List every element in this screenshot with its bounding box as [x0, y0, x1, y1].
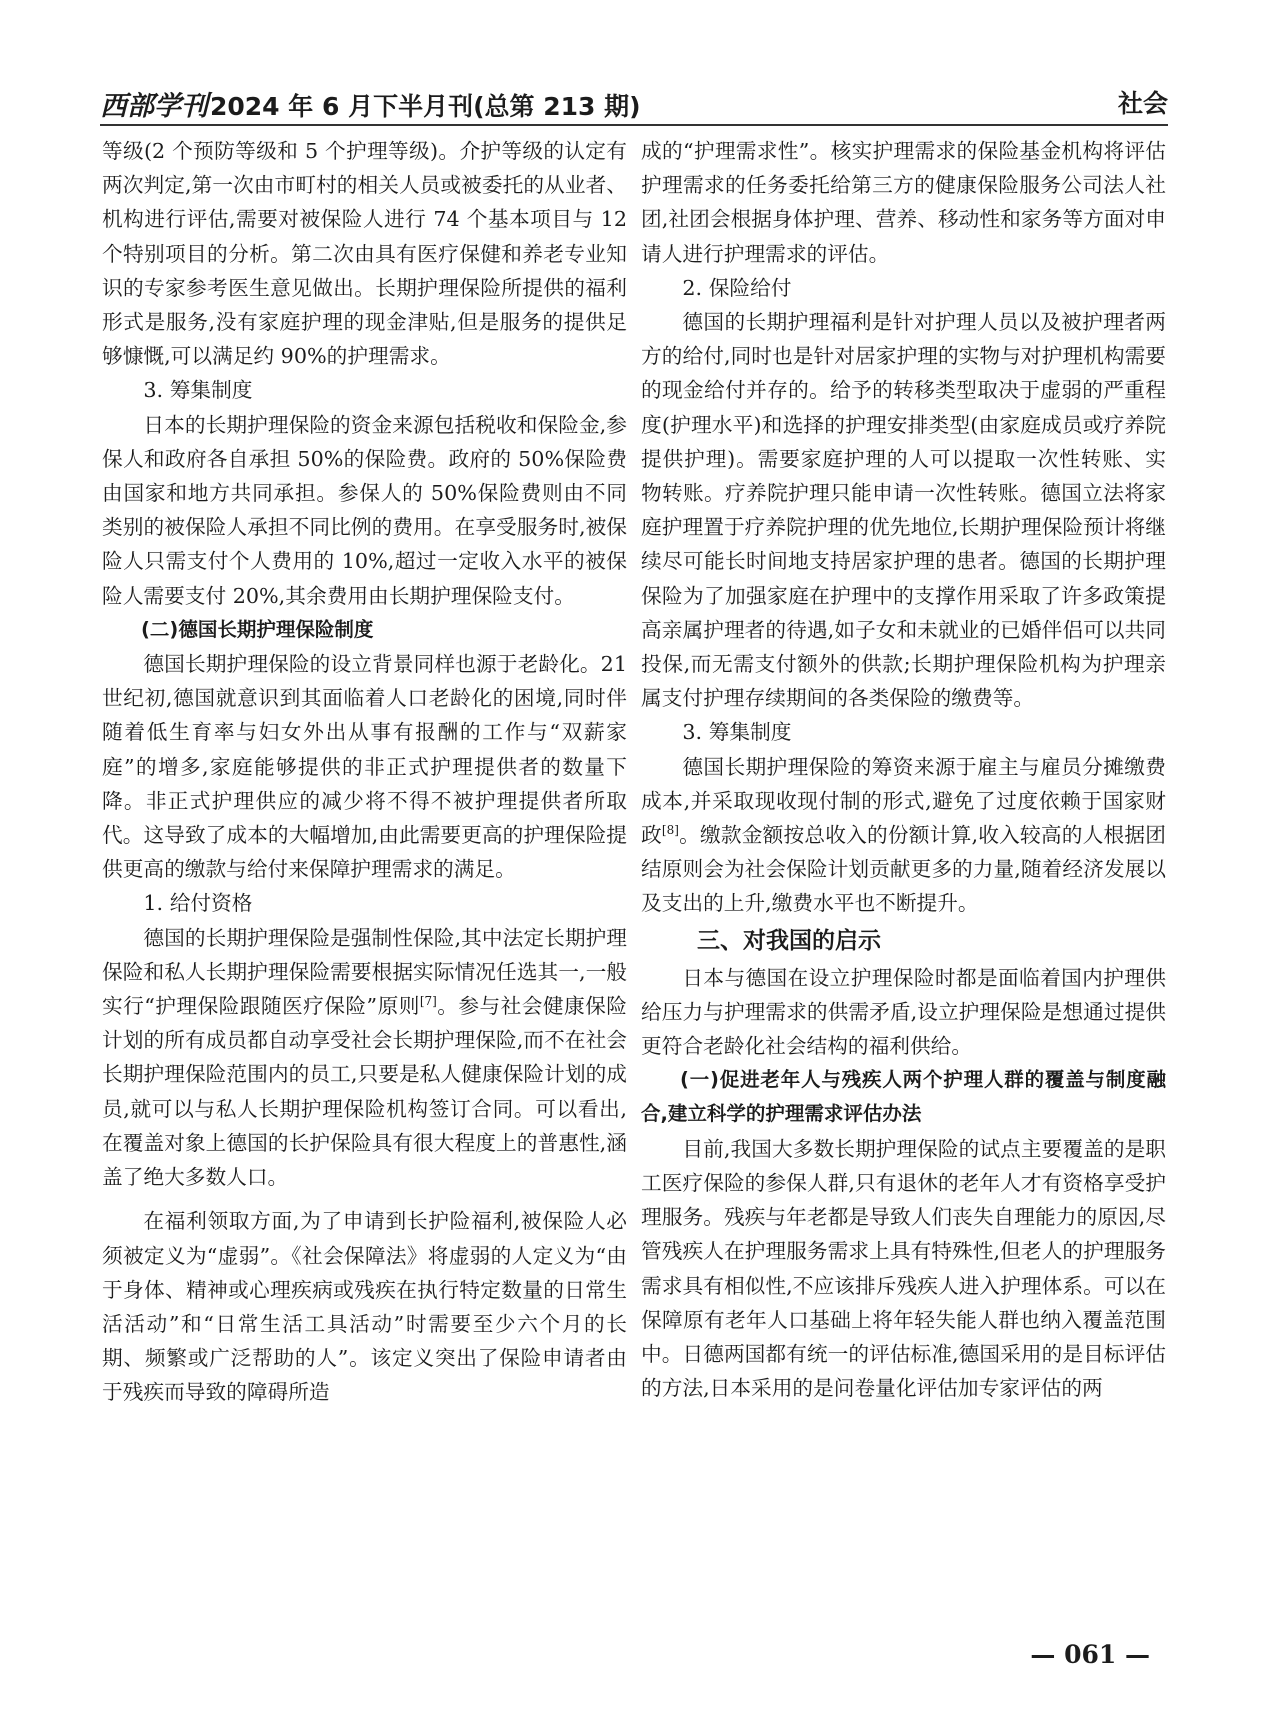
- citation: [7]: [419, 994, 437, 1009]
- section-title: 三、对我国的启示: [697, 927, 881, 954]
- right-column: [641, 134, 1166, 1405]
- paragraph-text: 。缴款金额按总收入的份额计算,收入较高的人根据团结原则会为社会保险计划贡献更多的力量,随着经济发展以及支出的上升,缴费水平也不断提升。: [641, 823, 1166, 916]
- paragraph: 在福利领取方面,为了申请到长护险福利,被保险人必须被定义为“虚弱”。《社会保障法》将虚弱的人定义为“由于身体、精神或心理疾病或残疾在执行特定数量的日常生活活动”和“日常生活工具活动”时需要至少六个月的长期、频繁或广泛帮助的人”。该定义突出了保险申请者由于残疾而导致的障碍所造: [102, 1209, 627, 1405]
- journal-issue: [100, 84, 641, 123]
- subheading: 3. 筹集制度: [682, 720, 792, 745]
- paragraph-text: 德国长期护理保险的筹资来源于雇主与雇员分摊缴费成本,并采取现收现付制的形式,避免了过度依赖于国家财政: [641, 754, 1166, 848]
- header-rule: [100, 124, 1168, 126]
- section-label: 社会: [1117, 89, 1168, 118]
- paragraph-text: 德国的长期护理保险是强制性保险,其中法定长期护理保险和私人长期护理保险需要根据实际情况任选其一,一般实行“护理保险跟随医疗保险”原则: [102, 925, 627, 1019]
- paragraph: [102, 921, 627, 1195]
- subheading: 2. 保险给付: [682, 275, 792, 300]
- citation: [8]: [661, 823, 679, 838]
- paragraph: 日本的长期护理保险的资金来源包括税收和保险金,参保人和政府各自承担 50%的保险费。政府的 50%保险费由国家和地方共同承担。参保人的 50%保险费则由不同类别的被保险人承担不同比例的费用。在享受服务时,被保险人只需支付个人费用的 10%,超过一定收入水平的被保险人需要支付 20%,其余费用由长期护理保险支付。: [102, 412, 627, 608]
- paragraph: 德国长期护理保险的设立背景同样也源于老龄化。21 世纪初,德国就意识到其面临着人口老龄化的困境,同时伴随着低生育率与妇女外出从事有报酬的工作与“双薪家庭”的增多,家庭能够提供的非正式护理提供者的数量下降。非正式护理供应的减少将不得不被护理提供者所取代。这导致了成本的大幅增加,由此需要更高的护理保险提供更高的缴款与给付来保障护理需求的满足。: [102, 652, 627, 882]
- paragraph-text: 。参与社会健康保险计划的所有成员都自动享受社会长期护理保险,而不在社会长期护理保险范围内的员工,只要是私人健康保险计划的成员,就可以与私人长期护理保险机构签订合同。可以看出,在覆盖对象上德国的长护保险具有很大程度上的普惠性,涵盖了绝大多数人口。: [102, 994, 627, 1190]
- subheading: 1. 给付资格: [143, 891, 253, 916]
- journal-logo: 西部学刊: [100, 91, 208, 122]
- page-number: — 061 —: [1030, 1640, 1150, 1669]
- paragraph: 日本与德国在设立护理保险时都是面临着国内护理供给压力与护理需求的供需矛盾,设立护理保险是想通过提供更符合老龄化社会结构的福利供给。: [641, 965, 1166, 1059]
- paragraph: 德国的长期护理福利是针对护理人员以及被护理者两方的给付,同时也是针对居家护理的实物与对护理机构需要的现金给付并存的。给予的转移类型取决于虚弱的严重程度(护理水平)和选择的护理安排类型(由家庭成员或疗养院提供护理)。需要家庭护理的人可以提取一次性转账、实物转账。疗养院护理只能申请一次性转账。德国立法将家庭护理置于疗养院护理的优先地位,长期护理保险预计将继续尽可能长时间地支持居家护理的患者。德国的长期护理保险为了加强家庭在护理中的支撑作用采取了许多政策提高亲属护理者的待遇,如子女和未就业的已婚伴侣可以共同投保,而无需支付额外的供款;长期护理保险机构为护理亲属支付护理存续期间的各类保险的缴费等。: [641, 310, 1166, 711]
- paragraph: 等级(2 个预防等级和 5 个护理等级)。介护等级的认定有两次判定,第一次由市町村的相关人员或被委托的从业者、机构进行评估,需要对被保险人进行 74 个基本项目与 12 个特别项目的分析。第二次由具有医疗保健和养老专业知识的专家参考医生意见做出。长期护理保险所提供的福利形式是服务,没有家庭护理的现金津贴,但是服务的提供足够慷慨,可以满足约 90%的护理需求。: [102, 139, 627, 369]
- paragraph: [641, 750, 1166, 921]
- subheading: 3. 筹集制度: [143, 378, 253, 403]
- section-heading: (一)促进老年人与残疾人两个护理人群的覆盖与制度融合,建立科学的护理需求评估办法: [641, 1068, 1166, 1126]
- section-heading: (二)德国长期护理保险制度: [141, 617, 374, 641]
- paragraph-gap: [102, 1194, 627, 1204]
- running-header: [100, 84, 1168, 126]
- paragraph: 成的“护理需求性”。核实护理需求的保险基金机构将评估护理需求的任务委托给第三方的健康保险服务公司法人社团,社团会根据身体护理、营养、移动性和家务等方面对申请人进行护理需求的评估。: [641, 139, 1166, 266]
- paragraph: 目前,我国大多数长期护理保险的试点主要覆盖的是职工医疗保险的参保人群,只有退休的老年人才有资格享受护理服务。残疾与年老都是导致人们丧失自理能力的原因,尽管残疾人在护理服务需求上具有特殊性,但老人的护理服务需求具有相似性,不应该排斥残疾人进入护理体系。可以在保障原有老年人口基础上将年轻失能人群也纳入覆盖范围中。日德两国都有统一的评估标准,德国采用的是目标评估的方法,日本采用的是问卷量化评估加专家评估的两: [641, 1136, 1166, 1401]
- left-column: [102, 134, 627, 1410]
- issue-info: 2024 年 6 月下半月刊(总第 213 期): [210, 92, 641, 121]
